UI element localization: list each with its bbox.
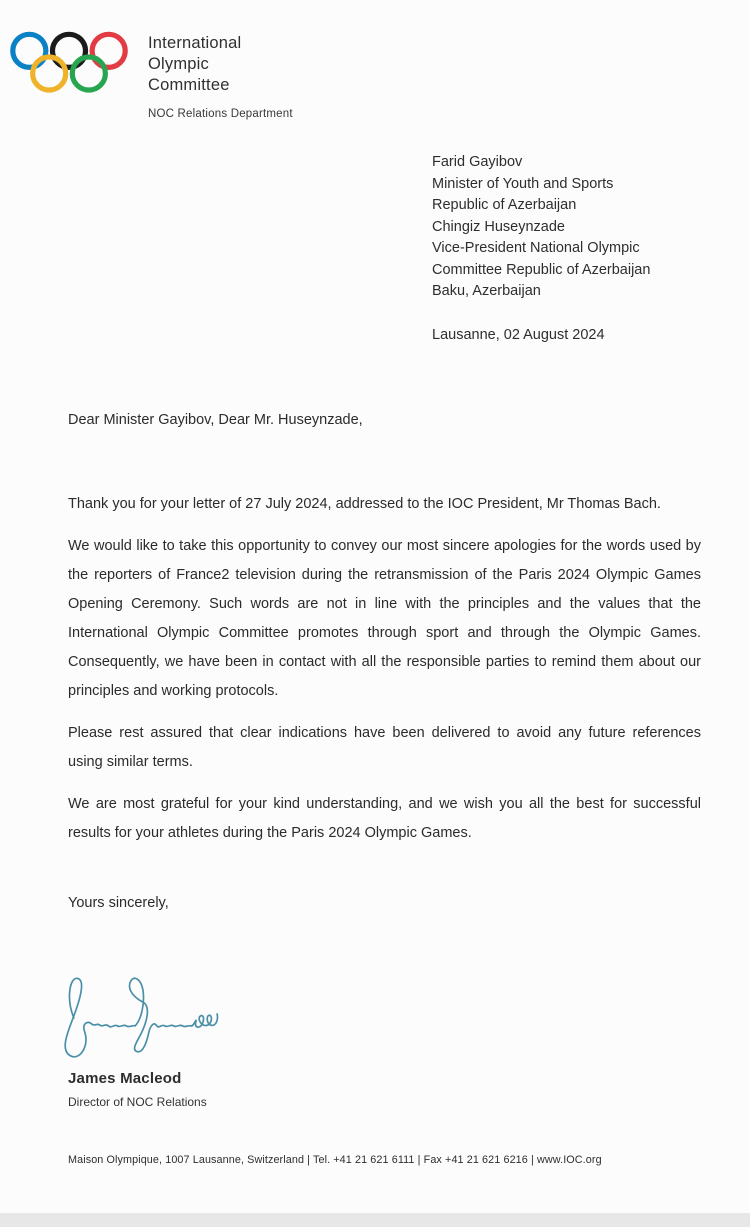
- salutation: Dear Minister Gayibov, Dear Mr. Huseynzade,: [68, 412, 363, 428]
- address-line: Committee Republic of Azerbaijan: [432, 261, 651, 278]
- olympic-rings-icon: [10, 31, 128, 99]
- address-line: Farid Gayibov: [432, 154, 523, 170]
- recipient-address: [432, 152, 650, 303]
- org-name: [148, 33, 241, 96]
- address-line: Republic of Azerbaijan: [432, 197, 577, 213]
- body-paragraph: We are most grateful for your kind understanding, and we wish you all the best for successful results for your athletes during the Paris 2024 Olympic Games.: [68, 796, 701, 841]
- signer-name: James Macleod: [68, 1070, 182, 1087]
- bottom-edge-strip: [0, 1213, 750, 1227]
- department-name: NOC Relations Department: [148, 108, 293, 120]
- valediction: Yours sincerely,: [68, 895, 169, 911]
- body-paragraph: Please rest assured that clear indications have been delivered to avoid any future references using similar terms.: [68, 725, 701, 770]
- dateline: Lausanne, 02 August 2024: [432, 327, 605, 343]
- address-line: Chingiz Huseynzade: [432, 218, 565, 235]
- body-paragraph: Thank you for your letter of 27 July 2024, addressed to the IOC President, Mr Thomas Bach.: [68, 496, 661, 512]
- letter-body: [68, 412, 701, 911]
- address-line: Vice-President National Olympic: [432, 240, 640, 256]
- org-name-line: Committee: [148, 76, 230, 94]
- org-name-line: International: [148, 34, 242, 52]
- address-line: Baku, Azerbaijan: [432, 283, 541, 299]
- org-name-line: Olympic: [148, 55, 209, 73]
- signer-title: Director of NOC Relations: [68, 1095, 207, 1109]
- handwritten-signature: [58, 970, 226, 1062]
- address-line: Minister of Youth and Sports: [432, 175, 614, 192]
- footer-contact-line: Maison Olympique, 1007 Lausanne, Switzerland | Tel. +41 21 621 6111 | Fax +41 21 621 6216 | www.IOC.org: [68, 1154, 602, 1166]
- body-paragraph: We would like to take this opportunity to convey our most sincere apologies for the words used by the reporters of France2 television during the retransmission of the Paris 2024 Olympic Games Opening Ceremony. Such words are not in line with the principles and the values that the International Olympic Committee promotes through sport and through the Olympic Games. Consequently, we have been in contact with all the responsible parties to remind them about our principles and working protocols.: [68, 538, 701, 699]
